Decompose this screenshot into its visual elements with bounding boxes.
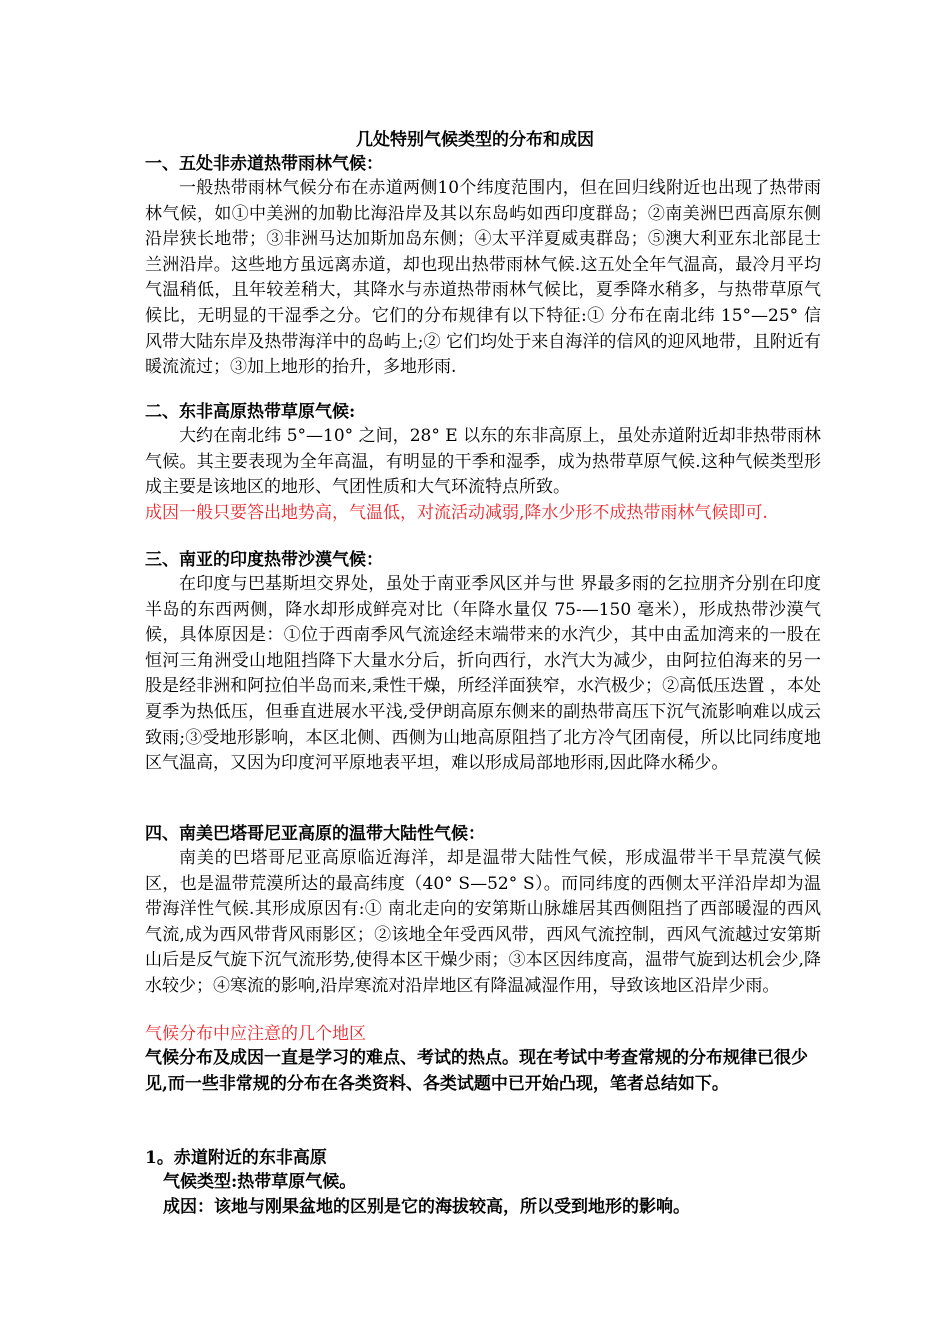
section-2-body: 大约在南北纬 5°—10° 之间，28° E 以东的东非高原上，虽处赤道附近却非热带雨林气候。其主要表现为全年高温，有明显的干季和湿季，成为热带草原气候.这种气候类型形成主要是该地区的地形、气团性质和大气环流特点所致。	[145, 426, 821, 498]
section-2-heading: 二、东非高原热带草原气候:	[145, 402, 356, 422]
red-subtitle: 气候分布中应注意的几个地区	[145, 1024, 366, 1044]
section-4-heading: 四、南美巴塔哥尼亚高原的温带大陆性气候：	[145, 824, 485, 844]
section-2-note: 成因一般只要答出地势高，气温低，对流活动减弱,降水少形不成热带雨林气候即可.	[145, 503, 768, 523]
section-1-body: 一般热带雨林气候分布在赤道两侧10个纬度范围内，但在回归线附近也出现了热带雨林气候，如①中美洲的加勒比海沿岸及其以东岛屿如西印度群岛；②南美洲巴西高原东侧 沿岸狭长地带；③非洲马达加斯加岛东侧；④太平洋夏威夷群岛；⑤澳大利亚东北部昆士兰洲沿岸。这些地方虽远离赤道，却也现出热带雨林气候.这五处全年气温高，最冷月平均气温稍低，且年较差稍大，其降水与赤道热带雨林气候比，夏季降水稍多，与热带草原气候比，无明显的干湿季之分。它们的分布规律有以下特征:① 分布在南北纬 15°—25° 信风带大陆东岸及热带海洋中的岛屿上;② 它们均处于来自海洋的信风的迎风地带，且附近有暖流流过；③加上地形的抬升，多地形雨.	[145, 178, 821, 378]
section-4-body: 南美的巴塔哥尼亚高原临近海洋，却是温带大陆性气候，形成温带半干旱荒漠气候区，也是温带荒漠所达的最高纬度（40° S—52° S）。而同纬度的西侧太平洋沿岸却为温带海洋性气候.其形成原因有:① 南北走向的安第斯山脉雄居其西侧阻挡了西部暖湿的西风气流,成为西风带背风雨影区；②该地全年受西风带，西风气流控制，西风气流越过安第斯山后是反气旋下沉气流形势,使得本区干燥少雨；③本区因纬度高，温带气旋到达机会少,降水较少；④寒流的影响,沿岸寒流对沿岸地区有降温减湿作用，导致该地区沿岸少雨。	[145, 848, 821, 996]
item-1-climate-type: 气候类型:热带草原气候。	[163, 1172, 357, 1192]
section-1-heading: 一、五处非赤道热带雨林气候：	[145, 154, 383, 174]
section-3-body: 在印度与巴基斯坦交界处，虽处于南亚季风区并与世 界最多雨的乞拉朋齐分别在印度半岛的东西两侧，降水却形成鲜亮对比（年降水量仅 75-—150 毫米），形成热带沙漠气候，具体原因是：①位于西南季风气流途经末端带来的水汽少，其中由孟加湾来的一股在恒河三角洲受山地阻挡降下大量水分后，折向西行，水汽大为减少，由阿拉伯海来的另一股是经非洲和阿拉伯半岛而来,秉性干燥，所经洋面狭窄，水汽极少；②高低压迭置 ，本处夏季为热低压，但垂直进展水平浅,受伊朗高原东侧来的副热带高压下沉气流影响难以成云致雨;③受地形影响，本区北侧、西侧为山地高原阻挡了北方冷气团南侵，所以比同纬度地区气温高，又因为印度河平原地表平坦，难以形成局部地形雨,因此降水稀少。	[145, 574, 821, 774]
item-1-cause: 成因：该地与刚果盆地的区别是它的海拔较高，所以受到地形的影响。	[163, 1197, 690, 1217]
item-1-heading: 1。赤道附近的东非高原	[145, 1148, 327, 1168]
section-3-heading: 三、南亚的印度热带沙漠气候：	[145, 550, 383, 570]
document-title: 几处特别气候类型的分布和成因	[356, 130, 594, 150]
intro-paragraph: 气候分布及成因一直是学习的难点、考试的热点。现在考试中考查常规的分布规律已很少见,而一些非常规的分布在各类资料、各类试题中已开始凸现，笔者总结如下。	[145, 1048, 808, 1094]
